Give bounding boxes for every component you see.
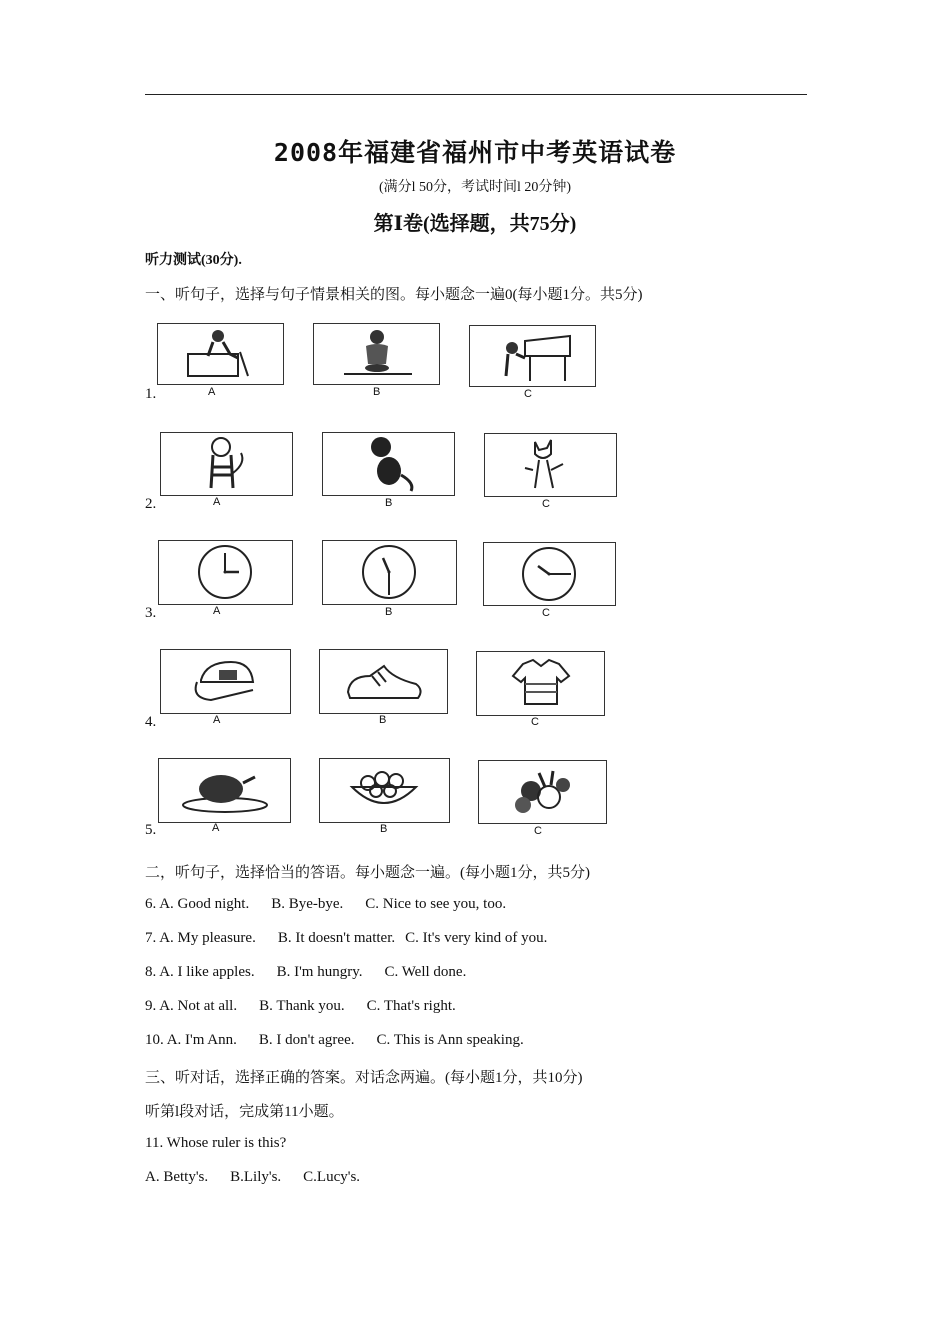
- cat-icon: [484, 433, 617, 497]
- cap-icon: [160, 649, 291, 714]
- person-playing-piano-icon: [469, 325, 596, 387]
- section-heading: 听力测试(30分).: [145, 253, 242, 268]
- page-title: 2008年福建省福州市中考英语试卷: [273, 138, 677, 167]
- person-eating-icon: [313, 323, 440, 385]
- option-label: B: [385, 497, 393, 509]
- option-label: B: [373, 386, 381, 398]
- monkey-icon: [322, 432, 455, 496]
- question-number: 1.: [145, 386, 157, 402]
- section1-instruction: 一、听句子，选择与句子情景相关的图。每小题念一遍0(每小题1分。共5分): [145, 287, 643, 303]
- question-number: 3.: [145, 605, 157, 621]
- option-label: C: [542, 498, 550, 510]
- exam-info: (满分l 50分，考试时间l 20分钟): [378, 180, 572, 195]
- question-11: 11. Whose ruler is this?: [145, 1135, 287, 1151]
- option-label: B: [380, 823, 388, 835]
- question-number: 4.: [145, 714, 157, 730]
- question-8: 8. A. I like apples. B. I'm hungry. C. Well done.: [145, 964, 467, 980]
- option-label: B: [385, 606, 393, 618]
- tiger-icon: [160, 432, 293, 496]
- option-label: A: [208, 386, 216, 398]
- part-title: 第Ⅰ卷(选择题，共75分): [373, 213, 577, 235]
- chicken-dish-icon: [158, 758, 291, 823]
- clock-icon: [322, 540, 457, 605]
- question-11-options: A. Betty's. B.Lily's. C.Lucy's.: [145, 1169, 361, 1185]
- section3-instruction: 三、听对话，选择正确的答案。对话念两遍。(每小题1分，共10分): [145, 1070, 583, 1086]
- option-label: A: [213, 714, 221, 726]
- option-label: A: [212, 822, 220, 834]
- fruit-bowl-icon: [319, 758, 450, 823]
- clock-icon: [158, 540, 293, 605]
- question-number: 2.: [145, 496, 157, 512]
- question-7: 7. A. My pleasure. B. It doesn't matter. C. It's very kind of you.: [145, 930, 548, 946]
- option-label: A: [213, 605, 221, 617]
- vegetables-icon: [478, 760, 607, 824]
- question-number: 5.: [145, 822, 157, 838]
- question-10: 10. A. I'm Ann. B. I don't agree. C. This is Ann speaking.: [145, 1032, 524, 1048]
- dialog-note: 听第l段对话，完成第11小题。: [145, 1104, 344, 1120]
- option-label: A: [213, 496, 221, 508]
- shirt-icon: [476, 651, 605, 716]
- section2-instruction: 二，听句子，选择恰当的答语。每小题念一遍。(每小题1分，共5分): [145, 865, 590, 881]
- option-label: C: [542, 607, 550, 619]
- clock-icon: [483, 542, 616, 606]
- question-6: 6. A. Good night. B. Bye-bye. C. Nice to see you, too.: [145, 896, 507, 912]
- option-label: C: [531, 716, 539, 728]
- question-9: 9. A. Not at all. B. Thank you. C. That's right.: [145, 998, 456, 1014]
- option-label: C: [534, 825, 542, 837]
- option-label: C: [524, 388, 532, 400]
- shoe-icon: [319, 649, 448, 714]
- person-at-desk-icon: [157, 323, 284, 385]
- top-rule: [145, 94, 807, 95]
- option-label: B: [379, 714, 387, 726]
